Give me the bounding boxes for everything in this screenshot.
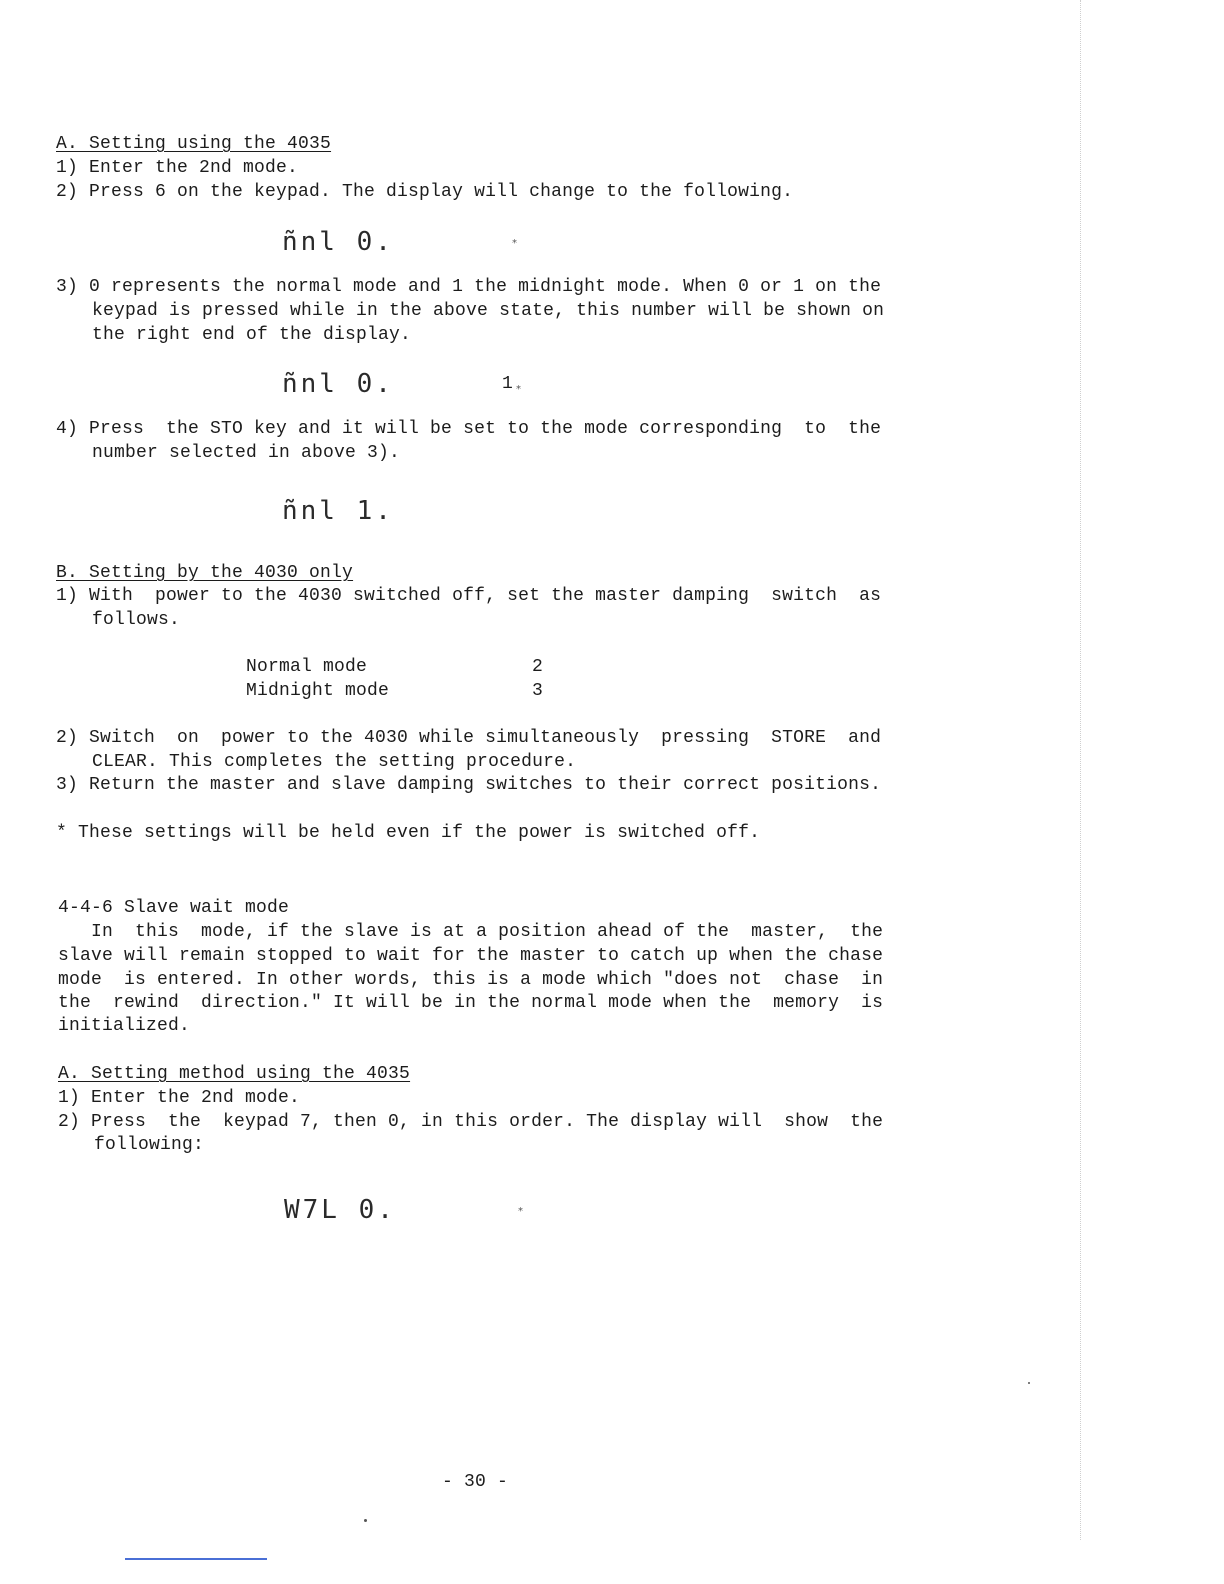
scan-speck xyxy=(364,1519,367,1522)
step-b1-line2: follows. xyxy=(92,610,181,630)
step-a2: 2) Press 6 on the keypad. The display will change to the following. xyxy=(56,182,794,202)
section-b-heading: B. Setting by the 4030 only xyxy=(56,563,354,583)
slave-wait-para-line5: initialized. xyxy=(58,1016,191,1036)
display-readout-2: ñnl 0. xyxy=(282,369,394,399)
section-a2-heading: A. Setting method using the 4035 xyxy=(58,1064,411,1084)
display-readout-4: W7L 0. xyxy=(284,1195,396,1225)
step-a2-2-line1: 2) Press the keypad 7, then 0, in this order. The display will show the xyxy=(58,1112,884,1132)
mode-midnight-value: 3 xyxy=(532,681,544,701)
step-a4-line1: 4) Press the STO key and it will be set to the mode corresponding to the xyxy=(56,419,882,439)
step-a3-line1: 3) 0 represents the normal mode and 1 the midnight mode. When 0 or 1 on the xyxy=(56,277,882,297)
slave-wait-para-line3: mode is entered. In other words, this is a mode which "does not chase in xyxy=(58,970,884,990)
step-b3: 3) Return the master and slave damping switches to their correct positions. xyxy=(56,775,882,795)
slave-wait-para-line1: In this mode, if the slave is at a position ahead of the master, the xyxy=(58,922,884,942)
mode-normal-value: 2 xyxy=(532,657,544,677)
display-star-1: * xyxy=(512,238,517,249)
slave-wait-para-line4: the rewind direction." It will be in the normal mode when the memory is xyxy=(58,993,884,1013)
step-b2-line1: 2) Switch on power to the 4030 while simultaneously pressing STORE and xyxy=(56,728,882,748)
step-a3-line3: the right end of the display. xyxy=(92,325,412,345)
step-b1-line1: 1) With power to the 4030 switched off, set the master damping switch as xyxy=(56,586,882,606)
step-a3-line2: keypad is pressed while in the above state, this number will be shown on xyxy=(92,301,885,321)
display-readout-3: ñnl 1. xyxy=(282,496,394,526)
mode-midnight-label: Midnight mode xyxy=(246,681,390,701)
scan-artifact-bar xyxy=(125,1558,267,1560)
scan-edge-line xyxy=(1080,0,1081,1540)
section-a-heading: A. Setting using the 4035 xyxy=(56,134,332,154)
slave-wait-heading: 4-4-6 Slave wait mode xyxy=(58,898,290,918)
step-a1: 1) Enter the 2nd mode. xyxy=(56,158,299,178)
scan-speck xyxy=(1028,1382,1030,1384)
step-a4-line2: number selected in above 3). xyxy=(92,443,401,463)
display-readout-1: ñnl 0. xyxy=(282,227,394,257)
step-a2-1: 1) Enter the 2nd mode. xyxy=(58,1088,301,1108)
step-a2-2-line2: following: xyxy=(94,1135,205,1155)
display-digit-2: 1 xyxy=(502,374,514,394)
step-b2-line2: CLEAR. This completes the setting procedure. xyxy=(92,752,577,772)
mode-normal-label: Normal mode xyxy=(246,657,368,677)
slave-wait-para-line2: slave will remain stopped to wait for the master to catch up when the chase xyxy=(58,946,884,966)
display-star-2: * xyxy=(516,384,521,395)
display-star-4: * xyxy=(518,1206,523,1217)
page-number: - 30 - xyxy=(442,1472,509,1492)
settings-note: * These settings will be held even if the power is switched off. xyxy=(56,823,761,843)
